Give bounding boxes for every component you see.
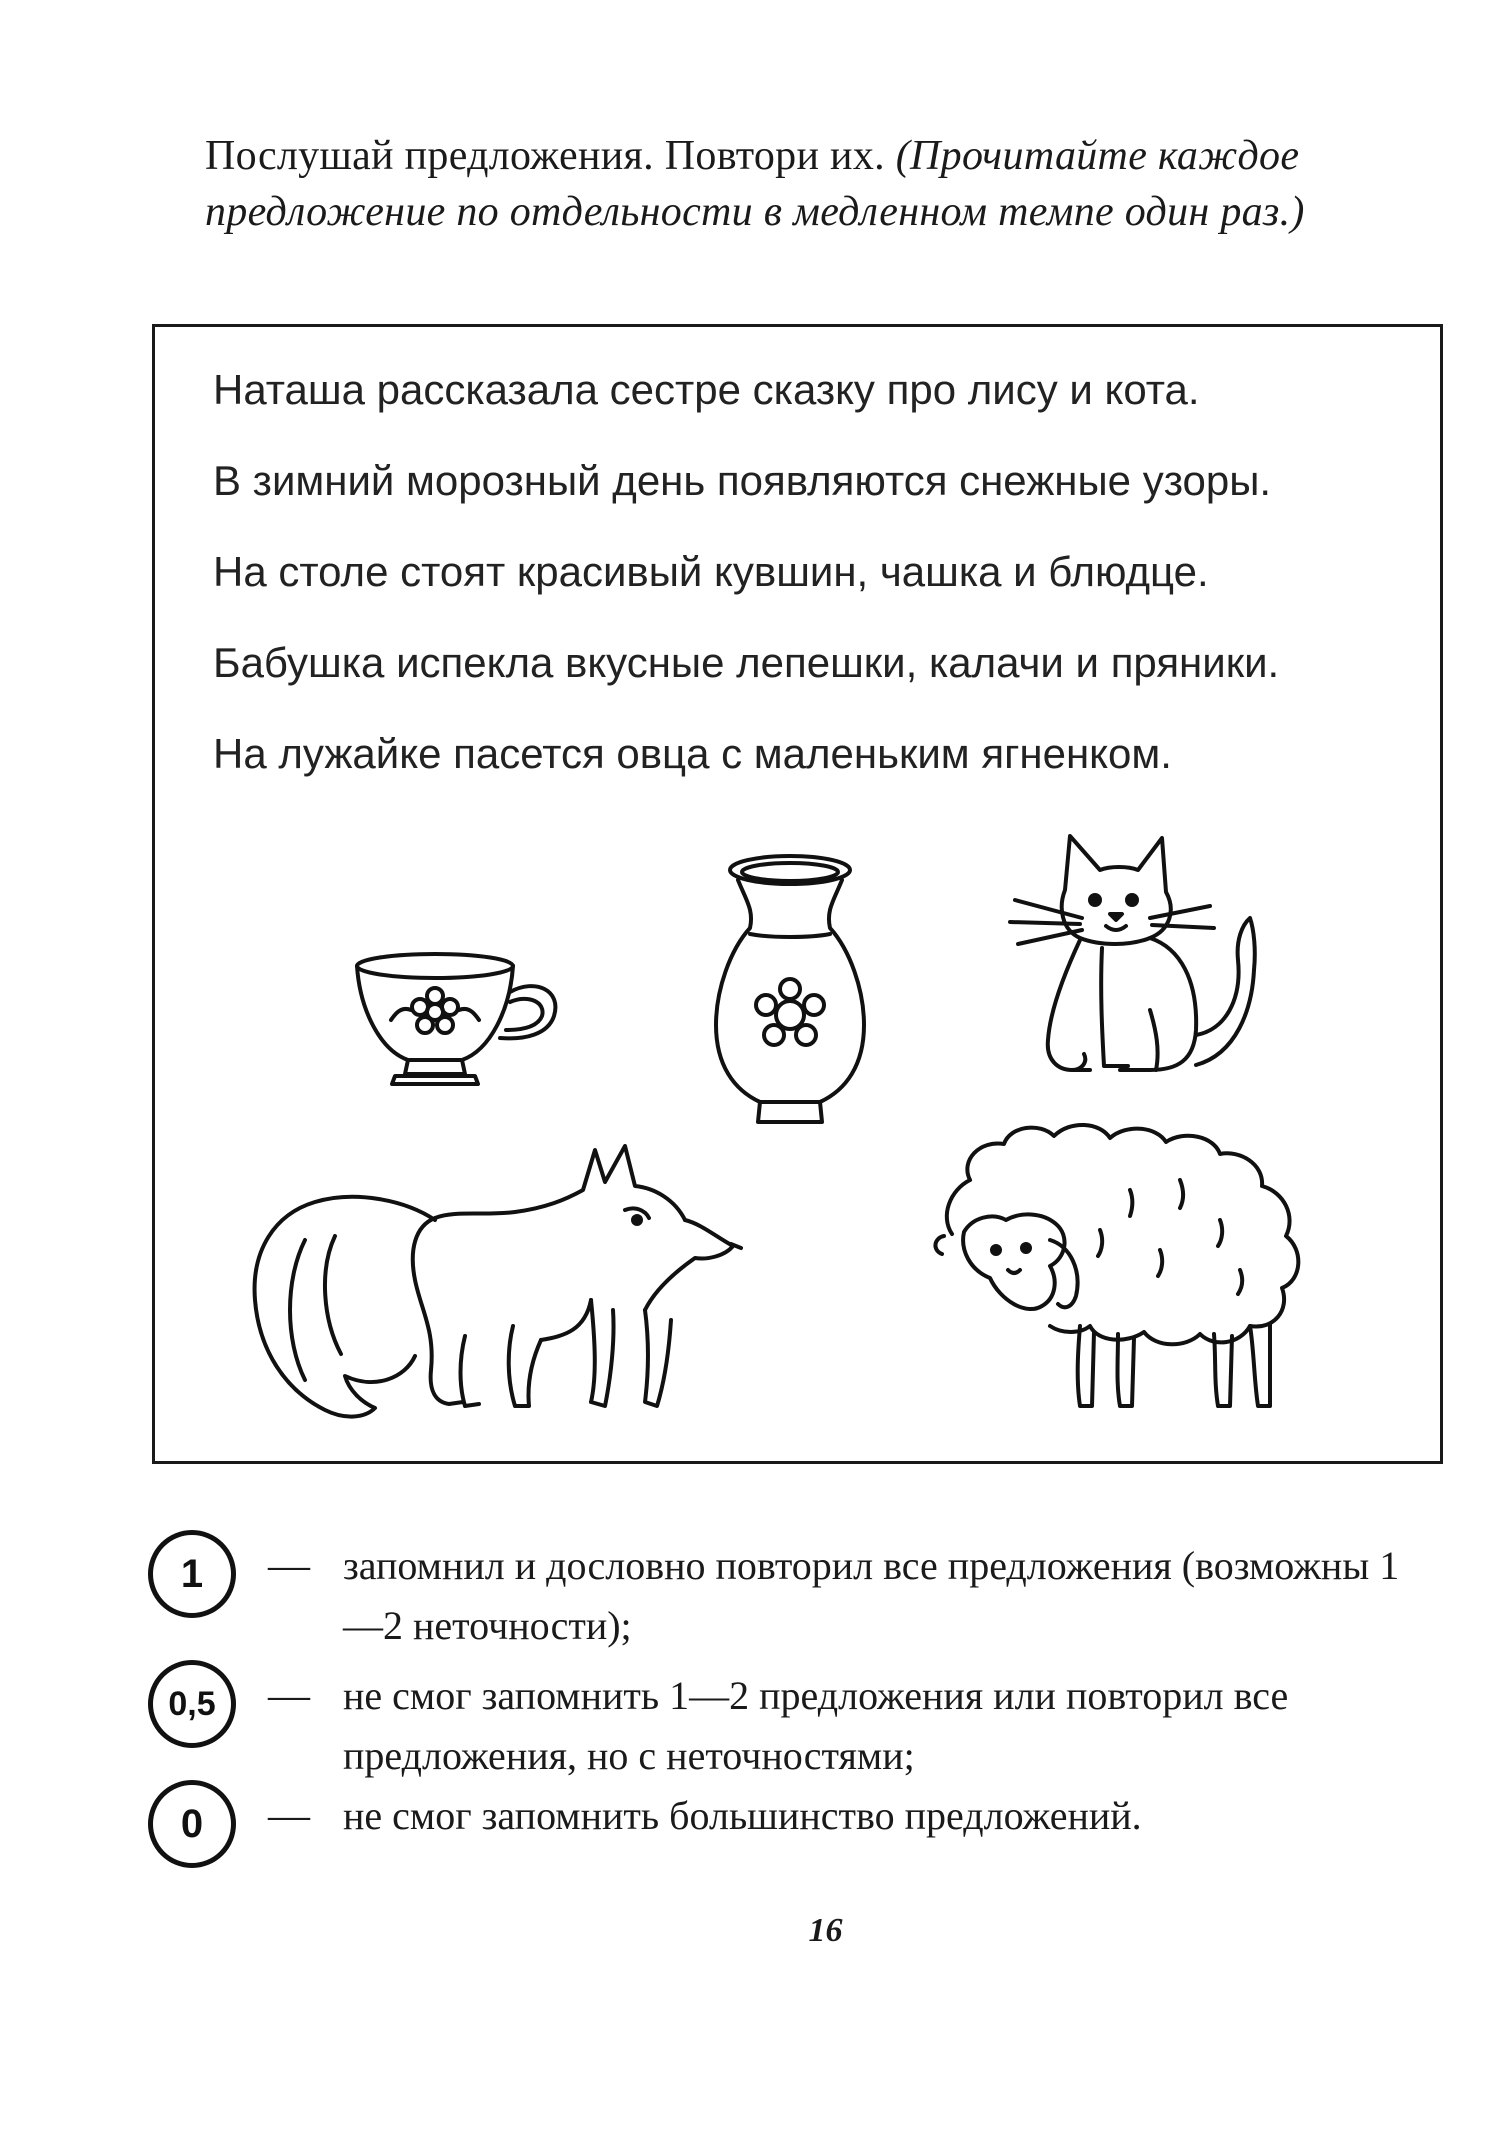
score-badge-1: 1 <box>148 1530 236 1618</box>
score-row-1 <box>148 1530 1408 1660</box>
score-description-05: не смог запомнить 1—2 предложения или повторил все предложения, но с неточностями; <box>343 1673 1289 1778</box>
sentence-2: В зимний морозный день появляются снежные узоры. <box>213 457 1272 504</box>
score-dash: — <box>268 1543 310 1589</box>
instruction-note: (Прочитайте каждое предложение по отдельности в медленном темпе один раз.) <box>205 133 1305 235</box>
score-badge-05: 0,5 <box>148 1660 236 1748</box>
score-row-05 <box>148 1660 1408 1780</box>
score-dash: — <box>268 1793 310 1839</box>
score-dash: — <box>268 1673 310 1719</box>
page-number: 16 <box>808 1912 843 1949</box>
score-description-0: не смог запомнить большинство предложений. <box>343 1793 1142 1838</box>
score-badge-0: 0 <box>148 1780 236 1868</box>
sentence-1: Наташа рассказала сестре сказку про лису и кота. <box>213 366 1200 413</box>
teacup-illustration <box>350 950 570 1095</box>
instruction-main: Послушай предложения. Повтори их. <box>205 133 885 179</box>
fox-illustration <box>245 1140 745 1430</box>
sentence-3: На столе стоят красивый кувшин, чашка и блюдце. <box>213 548 1209 595</box>
score-row-0 <box>148 1780 1408 1860</box>
instruction-paragraph <box>205 128 1435 240</box>
score-description-1: запомнил и дословно повторил все предложения (возможны 1—2 неточности); <box>343 1543 1400 1648</box>
sentence-5: На лужайке пасется овца с маленьким ягненком. <box>213 730 1172 777</box>
sheep-illustration <box>930 1120 1330 1420</box>
jug-illustration <box>710 850 870 1130</box>
cat-illustration <box>1010 830 1270 1090</box>
scoring-legend <box>148 1530 1408 1860</box>
sentence-4: Бабушка испекла вкусные лепешки, калачи и пряники. <box>213 639 1280 686</box>
sentence-list <box>213 360 1279 815</box>
